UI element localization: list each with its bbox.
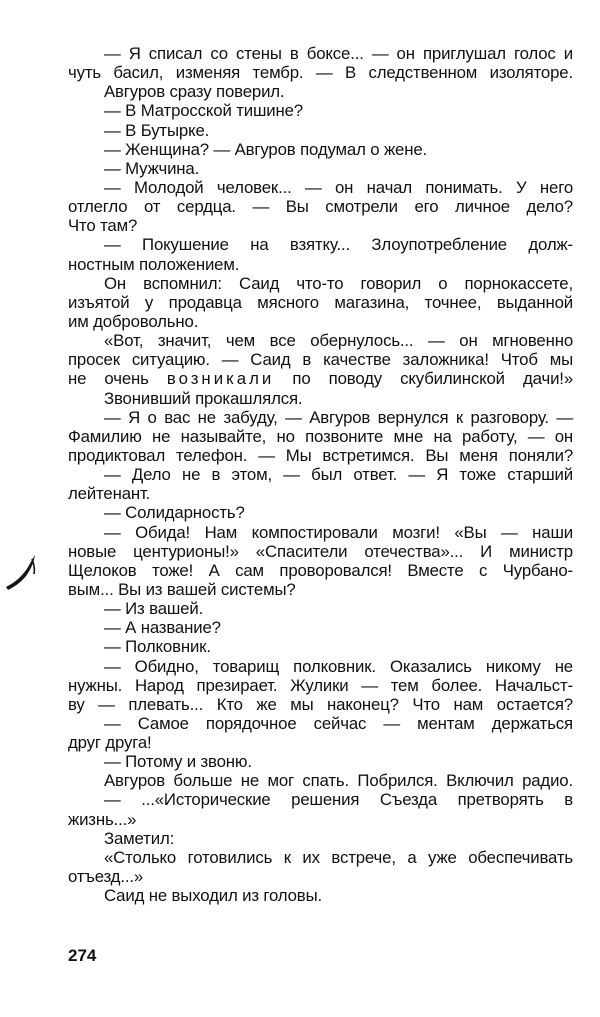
text-line: новые центурионы!» «Спасители отечества»... И министр bbox=[68, 541, 573, 561]
page-number: 274 bbox=[68, 946, 97, 965]
text-line: чуть басил, изменяя тембр. — В следственном изоляторе. bbox=[68, 63, 573, 83]
text-line: изъятой у продавца мясного магазина, точнее, выданной bbox=[68, 292, 573, 312]
text-line: — Я о вас не забуду, — Авгуров вернулся к разговору. — bbox=[104, 407, 573, 427]
text-line: — Обида! Нам компостировали мозги! «Вы — наши bbox=[104, 522, 573, 542]
text-line: — В Бутырке. bbox=[104, 120, 210, 140]
text-line: — Из вашей. bbox=[104, 599, 204, 619]
text-line: — Дело не в этом, — был ответ. — Я тоже старший bbox=[104, 465, 573, 485]
text-line: — Я списал со стены в боксе... — он приглушал голос и bbox=[104, 44, 573, 63]
text-line: Авгуров сразу поверил. bbox=[104, 82, 285, 102]
text-line: Щелоков тоже! А сам проворовался! Вместе с Чурбано- bbox=[68, 560, 573, 580]
text-line: Фамилию не называйте, но позвоните мне на работу, — он bbox=[68, 426, 573, 446]
text-line: Саид не выходил из головы. bbox=[104, 886, 322, 906]
text-line: Что там? bbox=[68, 216, 138, 236]
text-line: ностным положением. bbox=[68, 254, 240, 274]
text-line: — А название? bbox=[104, 618, 221, 638]
text-line: не очень возникали по поводу скубилинской дачи!» bbox=[68, 369, 573, 389]
text-line: просек ситуацию. — Саид в качестве заложника! Чтоб мы bbox=[68, 350, 573, 370]
text-line: — Покушение на взятку... Злоупотребление долж- bbox=[104, 235, 573, 255]
text-line: отлегло от сердца. — Вы смотрели его личное дело? bbox=[68, 197, 573, 217]
text-line: — Обидно, товарищ полковник. Оказались никому не bbox=[104, 656, 573, 676]
book-page-text bbox=[68, 44, 573, 905]
text-line: жизнь...» bbox=[68, 809, 137, 829]
text-line: друг друга! bbox=[68, 733, 152, 753]
text-line: Звонивший прокашлялся. bbox=[104, 388, 303, 408]
text-line: «Вот, значит, чем все обернулось... — он мгновенно bbox=[104, 331, 573, 351]
text-line: Заметил: bbox=[104, 828, 175, 848]
text-line: им добровольно. bbox=[68, 311, 199, 331]
text-line: нужны. Народ презирает. Жулики — тем более. Начальст- bbox=[68, 675, 573, 695]
text-line: вым... Вы из вашей системы? bbox=[68, 579, 296, 599]
text-line: — Мужчина. bbox=[104, 158, 200, 178]
text-line: — ...«Исторические решения Съезда претворять в bbox=[104, 790, 573, 810]
text-line: — Полковник. bbox=[104, 637, 211, 657]
text-line: «Столько готовились к их встрече, а уже обеспечивать bbox=[104, 847, 573, 867]
text-line: — Женщина? — Авгуров подумал о жене. bbox=[104, 139, 428, 159]
text-line: — Солидарность? bbox=[104, 503, 245, 523]
text-line: лейтенант. bbox=[68, 484, 151, 504]
text-line: — Самое порядочное сейчас — ментам держаться bbox=[104, 713, 573, 733]
text-line: Он вспомнил: Саид что-то говорил о порнокассете, bbox=[104, 273, 573, 293]
text-line: продиктовал телефон. — Мы встретимся. Вы меня поняли? bbox=[68, 445, 573, 465]
text-line: ву — плевать... Кто же мы наконец? Что нам остается? bbox=[68, 694, 573, 714]
text-line: отъезд...» bbox=[68, 867, 144, 887]
text-line: — Молодой человек... — он начал понимать. У него bbox=[104, 177, 573, 197]
text-line: — В Матросской тишине? bbox=[104, 101, 303, 121]
margin-pen-mark bbox=[4, 553, 40, 593]
text-line: — Потому и звоню. bbox=[104, 752, 252, 772]
text-line: Авгуров больше не мог спать. Побрился. Включил радио. bbox=[104, 771, 573, 791]
spaced-emphasis: возникали bbox=[166, 369, 275, 389]
